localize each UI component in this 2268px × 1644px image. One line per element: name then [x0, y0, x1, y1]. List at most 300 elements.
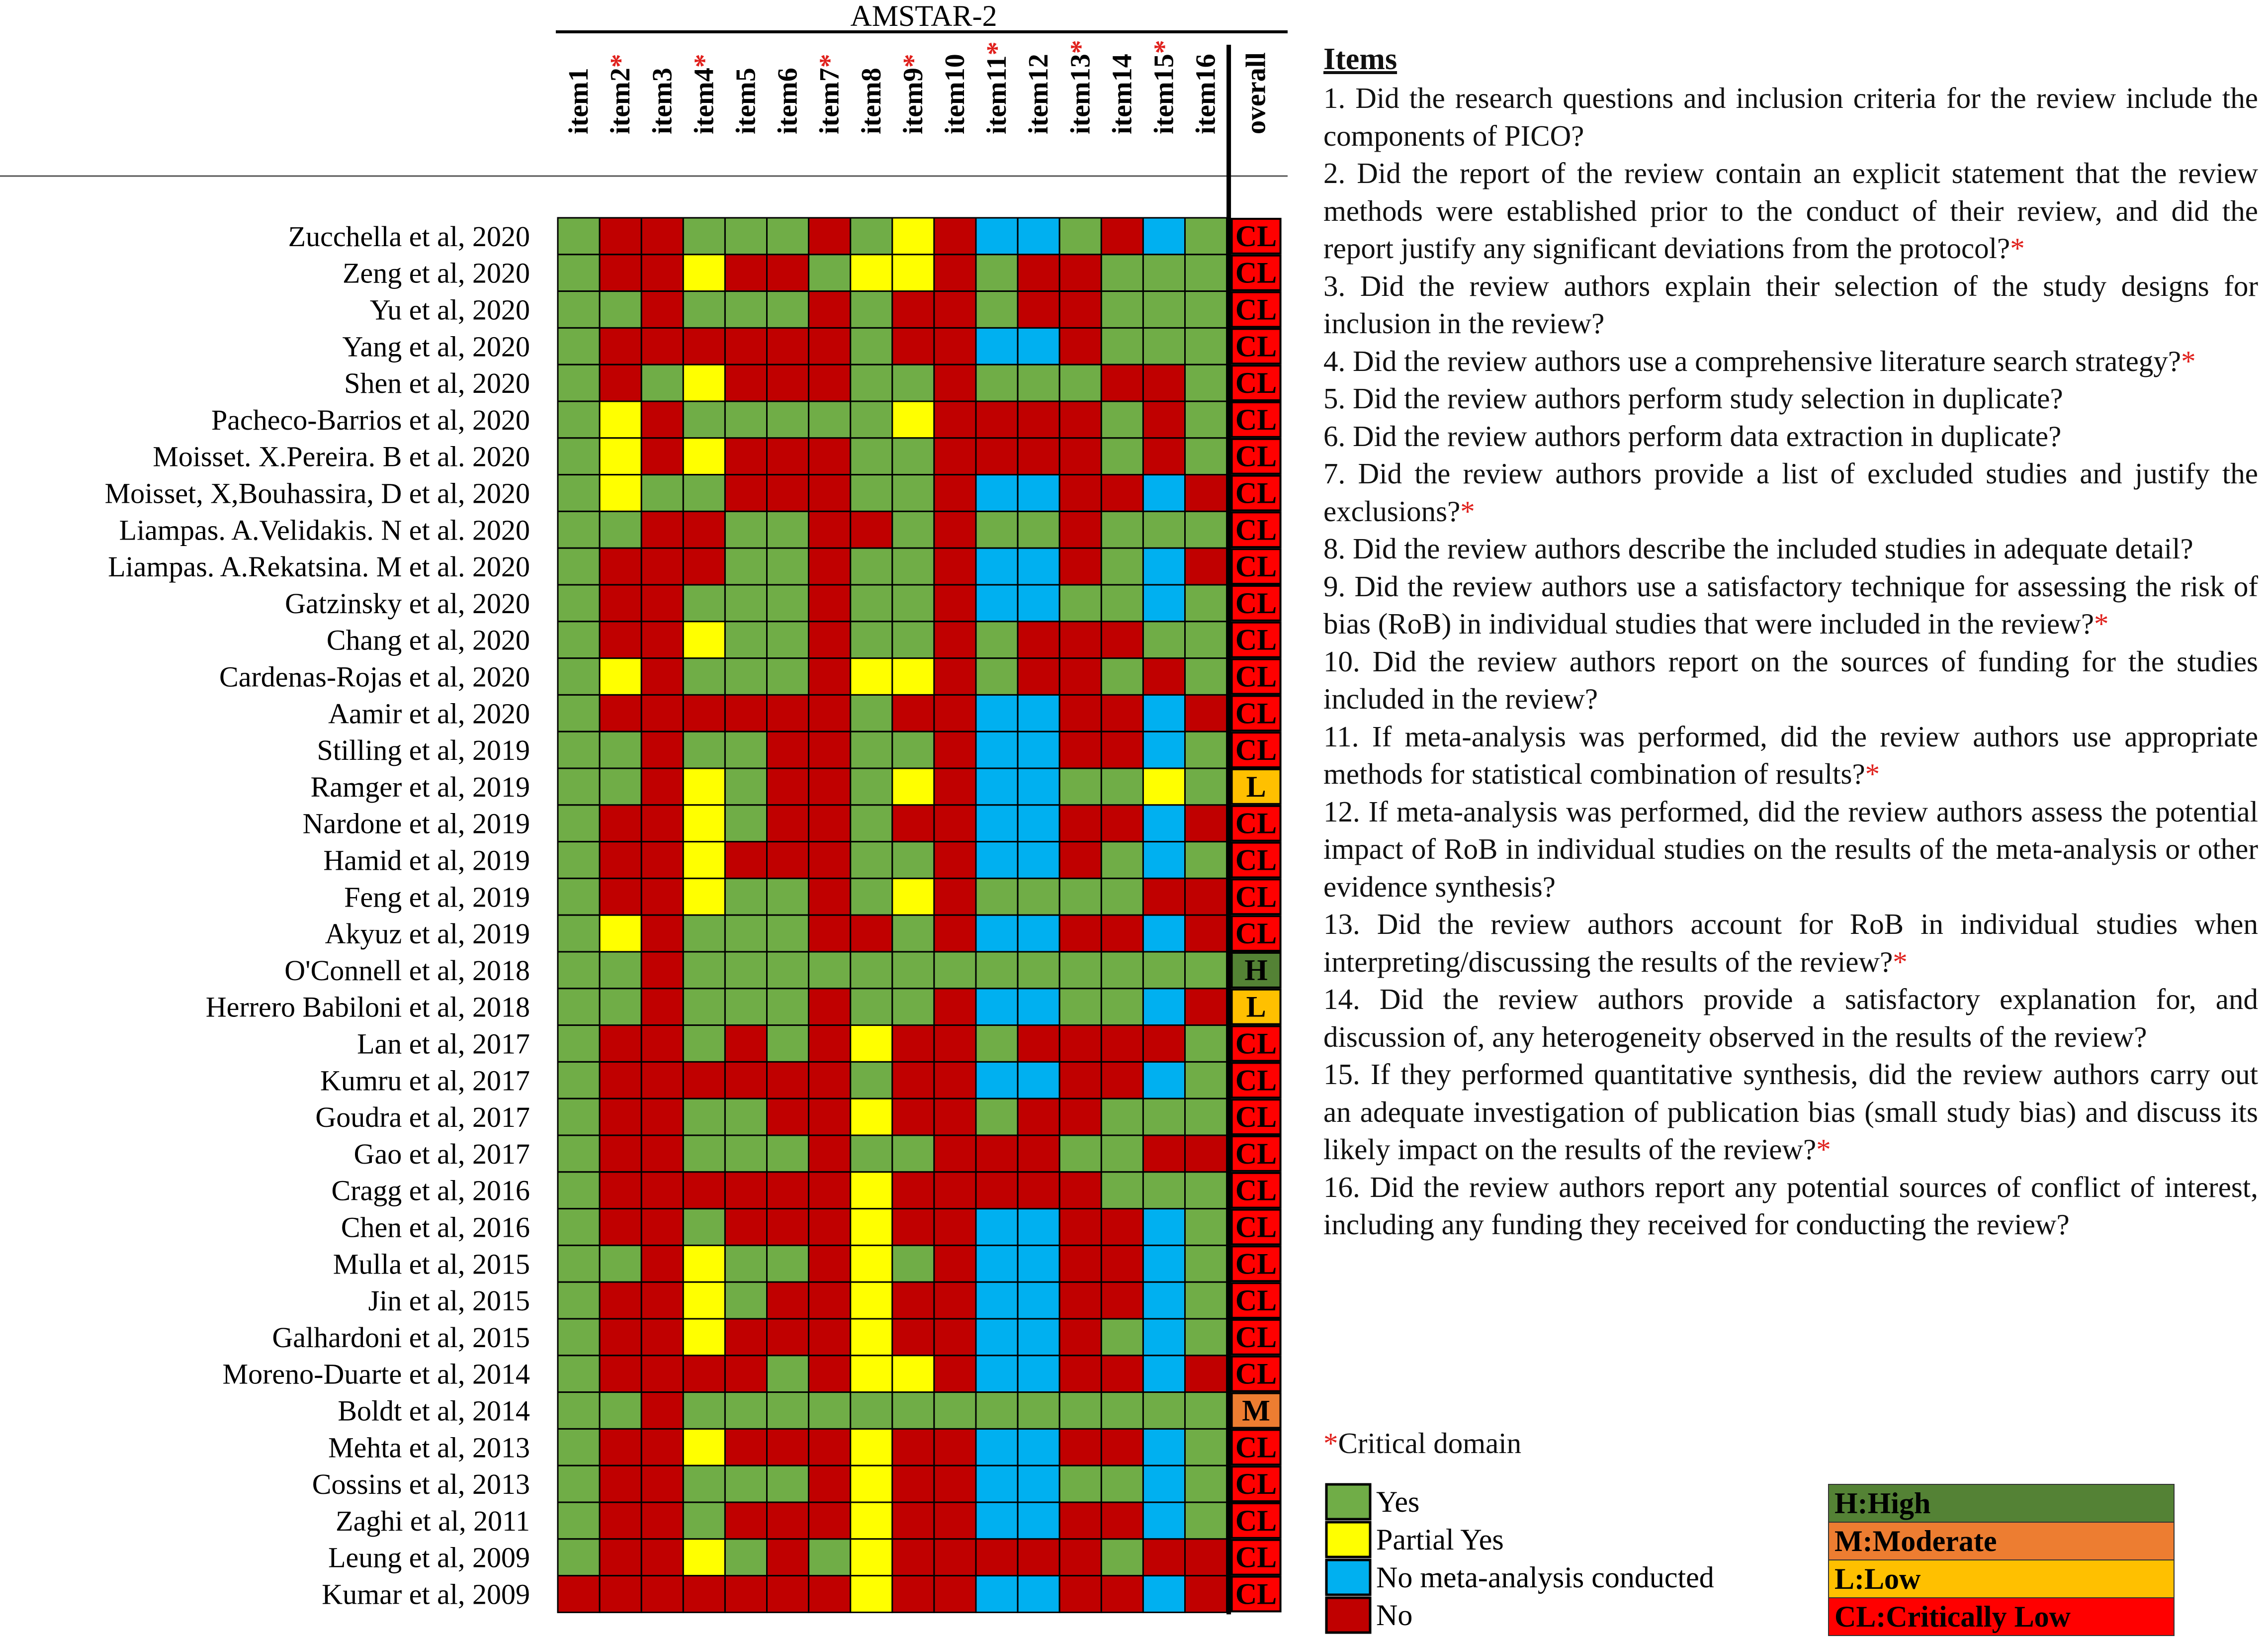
- heatmap-cell: [1018, 1025, 1059, 1062]
- heatmap-cell: [976, 548, 1018, 585]
- study-label: Zucchella et al, 2020: [288, 220, 530, 253]
- heatmap-cell: [934, 768, 976, 805]
- heatmap-cell: [725, 1465, 767, 1502]
- item-question: [1323, 380, 2258, 418]
- heatmap-cell: [600, 1539, 641, 1576]
- heatmap-cell: [725, 291, 767, 328]
- heatmap-cell: [725, 328, 767, 365]
- heatmap-cell: [725, 585, 767, 622]
- heatmap-cell: [976, 255, 1018, 291]
- item-question: [1323, 80, 2258, 155]
- item-question: [1323, 906, 2258, 981]
- heatmap-cell: [1143, 1282, 1185, 1319]
- heatmap-cell: [683, 1062, 725, 1098]
- heatmap-cell: [1018, 842, 1059, 879]
- item-question: [1323, 455, 2258, 530]
- heatmap-cell: [1143, 438, 1185, 475]
- heatmap-cell: [600, 438, 641, 475]
- heatmap-cell: [767, 585, 809, 622]
- heatmap-cell: [683, 695, 725, 731]
- heatmap-cell: [600, 1576, 641, 1613]
- study-label: Zaghi et al, 2011: [336, 1504, 530, 1537]
- heatmap-cell: [976, 1172, 1018, 1209]
- item-question: [1323, 981, 2258, 1056]
- heatmap-cell: [892, 1209, 934, 1246]
- heatmap-cell: [641, 622, 683, 658]
- heatmap-cell: [683, 805, 725, 842]
- heatmap-cell: [767, 511, 809, 548]
- overall-rating-label: L: [1246, 990, 1266, 1023]
- heatmap-cell: [725, 438, 767, 475]
- heatmap-cell: [641, 1098, 683, 1135]
- heatmap-cell: [600, 1282, 641, 1319]
- heatmap-cell: [1185, 1135, 1227, 1172]
- heatmap-cell: [976, 805, 1018, 842]
- heatmap-cell: [1101, 328, 1143, 365]
- critical-star-icon: *: [1148, 40, 1180, 54]
- heatmap-cell: [892, 1465, 934, 1502]
- heatmap-cell: [683, 401, 725, 438]
- heatmap-cell: [767, 731, 809, 768]
- heatmap-cell: [1185, 218, 1227, 255]
- heatmap-cell: [1143, 291, 1185, 328]
- heatmap-cell: [1059, 1282, 1101, 1319]
- heatmap-cell: [558, 1245, 600, 1282]
- heatmap-cell: [1059, 1098, 1101, 1135]
- heatmap-cell: [851, 585, 892, 622]
- heatmap-cell: [809, 1172, 851, 1209]
- heatmap-cell: [851, 548, 892, 585]
- heatmap-cell: [641, 1062, 683, 1098]
- heatmap-cell: [934, 805, 976, 842]
- heatmap-cell: [809, 475, 851, 512]
- heatmap-cell: [934, 548, 976, 585]
- heatmap-cell: [1018, 1539, 1059, 1576]
- heatmap-cell: [1101, 548, 1143, 585]
- heatmap-cell: [641, 1319, 683, 1356]
- heatmap-cell: [1143, 365, 1185, 401]
- item-question: [1323, 793, 2258, 906]
- heatmap-cell: [809, 218, 851, 255]
- heatmap-cell: [1185, 989, 1227, 1025]
- heatmap-cell: [1018, 1062, 1059, 1098]
- heatmap-cell: [1018, 768, 1059, 805]
- heatmap-cell: [1143, 1025, 1185, 1062]
- overall-legend-label: L:Low: [1834, 1562, 1921, 1595]
- heatmap-cell: [851, 1062, 892, 1098]
- heatmap-cell: [851, 1209, 892, 1246]
- heatmap-cell: [683, 585, 725, 622]
- heatmap-cell: [600, 1062, 641, 1098]
- heatmap-cell: [892, 952, 934, 989]
- heatmap-cell: [809, 695, 851, 731]
- heatmap-cell: [934, 1062, 976, 1098]
- heatmap-cell: [892, 1098, 934, 1135]
- heatmap-cell: [976, 1245, 1018, 1282]
- heatmap-cell: [767, 1062, 809, 1098]
- heatmap-cell: [683, 768, 725, 805]
- heatmap-cell: [641, 585, 683, 622]
- heatmap-cell: [600, 365, 641, 401]
- heatmap-cell: [1018, 1135, 1059, 1172]
- heatmap-cell: [892, 1062, 934, 1098]
- heatmap-cell: [1185, 952, 1227, 989]
- heatmap-cell: [1101, 1209, 1143, 1246]
- heatmap-cell: [851, 989, 892, 1025]
- heatmap-cell: [1185, 1172, 1227, 1209]
- heatmap-cell: [1185, 842, 1227, 879]
- heatmap-cell: [1101, 1245, 1143, 1282]
- heatmap-cell: [851, 1319, 892, 1356]
- column-label: item11*: [981, 41, 1013, 134]
- critical-star-icon: *: [1323, 1427, 1338, 1460]
- heatmap-cell: [976, 218, 1018, 255]
- heatmap-cell: [1018, 658, 1059, 695]
- study-label: Mulla et al, 2015: [333, 1248, 530, 1280]
- heatmap-cell: [1059, 401, 1101, 438]
- study-labels: [105, 220, 530, 1611]
- item-question: [1323, 530, 2258, 568]
- heatmap-cell: [976, 365, 1018, 401]
- heatmap-cell: [600, 731, 641, 768]
- overall-rating-label: CL: [1235, 1357, 1277, 1390]
- heatmap-cell: [558, 731, 600, 768]
- item-question-text: 12. If meta-analysis was performed, did the review authors assess the potential impact of RoB in individual studies on the results of the meta-analysis or other evidence synthesis?: [1323, 795, 2258, 903]
- heatmap-cell: [767, 1135, 809, 1172]
- heatmap-cell: [934, 1025, 976, 1062]
- heatmap-cell: [641, 218, 683, 255]
- heatmap-cell: [725, 1172, 767, 1209]
- heatmap-cell: [1018, 989, 1059, 1025]
- column-label: item16: [1190, 54, 1221, 134]
- heatmap-cell: [1059, 768, 1101, 805]
- heatmap-cell: [1018, 218, 1059, 255]
- study-label: Cragg et al, 2016: [331, 1174, 530, 1207]
- heatmap-cell: [934, 731, 976, 768]
- overall-rating-label: CL: [1235, 880, 1277, 913]
- critical-star-icon: *: [605, 54, 636, 68]
- heatmap-cell: [809, 1356, 851, 1392]
- heatmap-cell: [683, 878, 725, 915]
- overall-rating-label: CL: [1235, 1247, 1277, 1280]
- heatmap-cell: [892, 1576, 934, 1613]
- heatmap-cell: [558, 1576, 600, 1613]
- study-label: Boldt et al, 2014: [338, 1394, 530, 1427]
- heatmap-cell: [934, 1172, 976, 1209]
- overall-rating-label: CL: [1235, 660, 1277, 693]
- heatmap-cell: [934, 1135, 976, 1172]
- heatmap-cell: [1143, 878, 1185, 915]
- item-question-text: 6. Did the review authors perform data extraction in duplicate?: [1323, 419, 2062, 453]
- item-question-text: 14. Did the review authors provide a satisfactory explanation for, and discussion of, any heterogeneity observed in the results of the review?: [1323, 983, 2258, 1053]
- heatmap-cell: [641, 1209, 683, 1246]
- study-label: Galhardoni et al, 2015: [272, 1321, 530, 1354]
- heatmap-cell: [892, 1356, 934, 1392]
- overall-rating-label: CL: [1235, 330, 1277, 363]
- heatmap-cell: [600, 255, 641, 291]
- heatmap-cell: [1018, 695, 1059, 731]
- heatmap-cell: [767, 1429, 809, 1465]
- heatmap-cell: [725, 1282, 767, 1319]
- heatmap-cell: [1018, 1502, 1059, 1539]
- item-question-text: 7. Did the review authors provide a list of excluded studies and justify the exclusions?: [1323, 457, 2258, 528]
- heatmap-cell: [600, 401, 641, 438]
- heatmap-cell: [1018, 878, 1059, 915]
- item-question-text: 11. If meta-analysis was performed, did the review authors use appropriate methods for statistical combination of results?: [1323, 720, 2258, 790]
- heatmap-cell: [1143, 989, 1185, 1025]
- heatmap-cell: [600, 842, 641, 879]
- heatmap-cell: [683, 1429, 725, 1465]
- heatmap-cell: [976, 585, 1018, 622]
- heatmap-cell: [1185, 768, 1227, 805]
- heatmap-cell: [767, 952, 809, 989]
- heatmap-cell: [767, 218, 809, 255]
- heatmap-cell: [809, 1025, 851, 1062]
- heatmap-cell: [851, 1576, 892, 1613]
- heatmap-cell: [600, 1356, 641, 1392]
- heatmap-cell: [558, 989, 600, 1025]
- heatmap-cell: [683, 1392, 725, 1429]
- item-question-text: 2. Did the report of the review contain an explicit statement that the review methods were established prior to the conduct of their review, and did the report justify any significant deviations from the protocol?: [1323, 157, 2258, 265]
- heatmap-cell: [892, 511, 934, 548]
- legend-label: No: [1376, 1599, 1413, 1632]
- heatmap-cell: [892, 1539, 934, 1576]
- overall-rating-label: CL: [1235, 586, 1277, 620]
- heatmap-cell: [600, 915, 641, 952]
- heatmap-cell: [600, 622, 641, 658]
- heatmap-cell: [1059, 622, 1101, 658]
- heatmap-cell: [558, 255, 600, 291]
- heatmap-cell: [809, 1392, 851, 1429]
- heatmap-cell: [725, 695, 767, 731]
- heatmap-cell: [683, 1282, 725, 1319]
- item-question-text: 10. Did the review authors report on the sources of funding for the studies included in the review?: [1323, 644, 2258, 715]
- heatmap-cell: [683, 255, 725, 291]
- heatmap-cell: [809, 438, 851, 475]
- heatmap-cell: [934, 475, 976, 512]
- study-label: O'Connell et al, 2018: [284, 954, 530, 987]
- heatmap-cell: [767, 328, 809, 365]
- heatmap-cell: [1143, 1209, 1185, 1246]
- heatmap-cell: [1101, 1539, 1143, 1576]
- heatmap-cell: [934, 989, 976, 1025]
- heatmap-cell: [809, 1098, 851, 1135]
- heatmap-cell: [1059, 291, 1101, 328]
- heatmap-cell: [641, 548, 683, 585]
- heatmap-cell: [934, 695, 976, 731]
- heatmap-cell: [1143, 1502, 1185, 1539]
- heatmap-cell: [809, 989, 851, 1025]
- heatmap-cell: [1059, 1502, 1101, 1539]
- heatmap-cell: [809, 1062, 851, 1098]
- heatmap-cell: [892, 1429, 934, 1465]
- heatmap-cell: [1185, 291, 1227, 328]
- item-question-text: 9. Did the review authors use a satisfactory technique for assessing the risk of bias (RoB) in individual studies that were included in the review?: [1323, 569, 2258, 640]
- heatmap-cell: [851, 1245, 892, 1282]
- heatmap-cell: [934, 438, 976, 475]
- heatmap-cell: [976, 328, 1018, 365]
- heatmap-cell: [1059, 475, 1101, 512]
- heatmap-cell: [809, 952, 851, 989]
- heatmap-cell: [683, 842, 725, 879]
- heatmap-cell: [1185, 585, 1227, 622]
- item-question: [1323, 1169, 2258, 1244]
- heatmap-cell: [1143, 805, 1185, 842]
- heatmap-cell: [1185, 1209, 1227, 1246]
- heatmap-cell: [1185, 1098, 1227, 1135]
- heatmap-cell: [725, 768, 767, 805]
- column-label: item5: [730, 68, 762, 134]
- heatmap-cell: [1143, 1098, 1185, 1135]
- heatmap-cell: [641, 328, 683, 365]
- heatmap-cell: [600, 548, 641, 585]
- heatmap-cell: [683, 952, 725, 989]
- critical-star-icon: *: [2010, 232, 2025, 265]
- heatmap-cell: [641, 255, 683, 291]
- heatmap-cell: [600, 989, 641, 1025]
- heatmap-cell: [767, 365, 809, 401]
- item-question-text: 15. If they performed quantitative synthesis, did the review authors carry out an adequate investigation of publication bias (small study bias) and discuss its likely impact on the results of the review?: [1323, 1058, 2258, 1166]
- heatmap-cell: [1059, 511, 1101, 548]
- heatmap-cell: [767, 1576, 809, 1613]
- heatmap-cell: [1059, 1356, 1101, 1392]
- heatmap-cell: [725, 1062, 767, 1098]
- heatmap-cell: [809, 658, 851, 695]
- heatmap-cell: [641, 658, 683, 695]
- heatmap-cell: [1059, 365, 1101, 401]
- heatmap-cell: [809, 1429, 851, 1465]
- heatmap-cell: [600, 1465, 641, 1502]
- heatmap-cell: [976, 842, 1018, 879]
- study-label: Goudra et al, 2017: [315, 1101, 530, 1134]
- heatmap-cell: [851, 401, 892, 438]
- heatmap-cell: [1143, 915, 1185, 952]
- study-label: Mehta et al, 2013: [328, 1431, 530, 1464]
- heatmap-cell: [1018, 328, 1059, 365]
- heatmap-cell: [851, 878, 892, 915]
- heatmap-cell: [641, 1576, 683, 1613]
- heatmap-cell: [1018, 511, 1059, 548]
- heatmap-cell: [1018, 1319, 1059, 1356]
- heatmap-cell: [600, 878, 641, 915]
- heatmap-cell: [1101, 1098, 1143, 1135]
- heatmap-cell: [600, 1209, 641, 1246]
- heatmap-cell: [558, 438, 600, 475]
- heatmap-cell: [1143, 475, 1185, 512]
- heatmap-cell: [600, 218, 641, 255]
- heatmap-cell: [851, 952, 892, 989]
- column-label: item7*: [814, 54, 845, 134]
- heatmap-cell: [683, 218, 725, 255]
- heatmap-cell: [683, 1465, 725, 1502]
- heatmap-cell: [1101, 401, 1143, 438]
- heatmap-cell: [851, 511, 892, 548]
- critical-star-icon: *: [1865, 757, 1880, 790]
- heatmap-cell: [851, 695, 892, 731]
- heatmap-cell: [1185, 622, 1227, 658]
- heatmap-cell: [1143, 1356, 1185, 1392]
- overall-rating-label: CL: [1235, 1284, 1277, 1317]
- heatmap-cell: [1101, 585, 1143, 622]
- heatmap-cell: [1101, 1356, 1143, 1392]
- heatmap-cell: [1018, 585, 1059, 622]
- heatmap-cell: [558, 805, 600, 842]
- heatmap-cell: [851, 1135, 892, 1172]
- heatmap-cell: [934, 842, 976, 879]
- heatmap-cell: [1101, 695, 1143, 731]
- study-label: Pacheco-Barrios et al, 2020: [211, 403, 530, 436]
- heatmap-cell: [1101, 511, 1143, 548]
- heatmap-cell: [558, 1539, 600, 1576]
- heatmap-cell: [851, 291, 892, 328]
- heatmap-cell: [725, 548, 767, 585]
- heatmap-cell: [600, 1502, 641, 1539]
- heatmap-cell: [1101, 1025, 1143, 1062]
- overall-rating-label: CL: [1235, 293, 1277, 326]
- heatmap-cell: [767, 1245, 809, 1282]
- heatmap-cell: [683, 328, 725, 365]
- critical-note-text: Critical domain: [1338, 1427, 1522, 1460]
- heatmap-cell: [1185, 1319, 1227, 1356]
- legend-swatch: [1326, 1484, 1370, 1519]
- heatmap-cell: [1143, 952, 1185, 989]
- heatmap-cell: [641, 438, 683, 475]
- heatmap-cell: [1059, 1319, 1101, 1356]
- heatmap-cell: [851, 475, 892, 512]
- heatmap-cell: [558, 218, 600, 255]
- overall-rating-label: CL: [1235, 256, 1277, 289]
- overall-rating-label: CL: [1235, 807, 1277, 840]
- study-label: Cossins et al, 2013: [312, 1468, 530, 1501]
- study-label: Kumru et al, 2017: [320, 1064, 530, 1097]
- heatmap-cell: [683, 1209, 725, 1246]
- heatmap-cell: [641, 915, 683, 952]
- legend-swatch: [1326, 1598, 1370, 1633]
- heatmap-cell: [1018, 1356, 1059, 1392]
- heatmap-cell: [725, 1245, 767, 1282]
- overall-rating-label: CL: [1235, 440, 1277, 473]
- heatmap-cell: [851, 805, 892, 842]
- heatmap-cell: [1143, 695, 1185, 731]
- overall-rating-label: CL: [1235, 1541, 1277, 1574]
- heatmap-cell: [725, 1135, 767, 1172]
- heatmap-cell: [725, 952, 767, 989]
- heatmap-cell: [1185, 1539, 1227, 1576]
- item-question-text: 13. Did the review authors account for RoB in individual studies when interpreting/discussing the results of the review?: [1323, 908, 2258, 978]
- heatmap-cell: [1059, 1539, 1101, 1576]
- heatmap-cell: [1101, 218, 1143, 255]
- heatmap-cells: [558, 218, 1227, 1612]
- heatmap-cell: [683, 548, 725, 585]
- heatmap-cell: [1143, 1135, 1185, 1172]
- heatmap-cell: [1101, 1465, 1143, 1502]
- heatmap-cell: [1101, 658, 1143, 695]
- heatmap-cell: [683, 1576, 725, 1613]
- heatmap-cell: [1101, 291, 1143, 328]
- heatmap-cell: [934, 511, 976, 548]
- overall-rating-label: CL: [1235, 1100, 1277, 1134]
- heatmap-cell: [725, 622, 767, 658]
- overall-rating-label: CL: [1235, 1320, 1277, 1354]
- heatmap-cell: [683, 1319, 725, 1356]
- heatmap-cell: [767, 768, 809, 805]
- heatmap-cell: [892, 695, 934, 731]
- heatmap-cell: [892, 842, 934, 879]
- heatmap-cell: [725, 805, 767, 842]
- heatmap-cell: [1185, 1429, 1227, 1465]
- heatmap-cell: [1059, 585, 1101, 622]
- heatmap-cell: [767, 475, 809, 512]
